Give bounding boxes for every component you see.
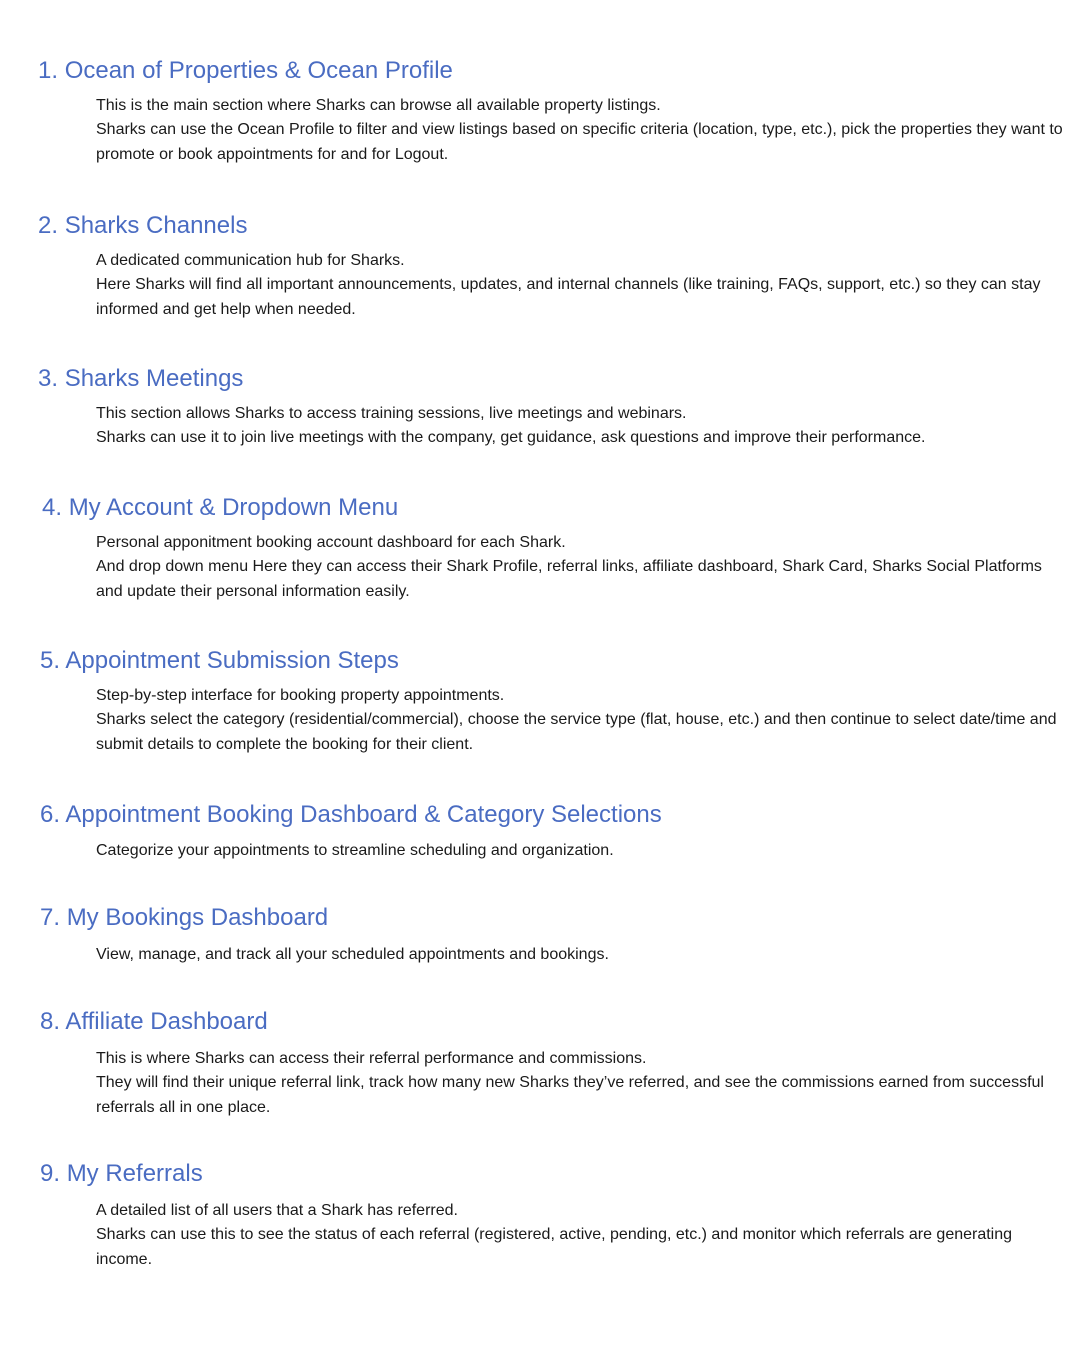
section-title-text: Appointment Booking Dashboard & Category Selections: [65, 801, 662, 828]
section-heading: [38, 56, 453, 86]
section-heading: [40, 646, 399, 676]
description-line: Here Sharks will find all important announcements, updates, and internal channels (like training, FAQs, support, etc.) so they can stay informed and get help when needed.: [96, 276, 1041, 318]
section-heading: [40, 1007, 268, 1037]
section-number: 7.: [40, 904, 61, 931]
section-description: [96, 1199, 1066, 1272]
description-line: Step-by-step interface for booking property appointments.: [96, 687, 505, 704]
section-description: [96, 943, 1066, 967]
section-heading: [38, 364, 243, 394]
description-line: And drop down menu Here they can access their Shark Profile, referral links, affiliate dashboard, Shark Card, Sharks Social Platforms and update their personal information easily.: [96, 558, 1042, 600]
description-line: This is where Sharks can access their referral performance and commissions.: [96, 1050, 647, 1067]
section-description: [96, 94, 1066, 167]
description-line: They will find their unique referral link, track how many new Sharks they’ve referred, and see the commissions earned from successful referrals all in one place.: [96, 1074, 1044, 1116]
section-number: 9.: [40, 1160, 61, 1187]
section-title-text: Sharks Meetings: [64, 365, 244, 392]
section-number: 3.: [38, 365, 59, 392]
description-line: A detailed list of all users that a Shark has referred.: [96, 1202, 458, 1219]
section-description: [96, 684, 1066, 757]
section-number: 4.: [42, 494, 63, 521]
section-title-text: My Bookings Dashboard: [66, 904, 329, 931]
section-title-text: My Account & Dropdown Menu: [68, 494, 399, 521]
description-line: Sharks can use it to join live meetings with the company, get guidance, ask questions and improve their performance.: [96, 429, 926, 447]
section-description: [96, 402, 1066, 451]
description-line: Sharks select the category (residential/commercial), choose the service type (flat, house, etc.) and then continue to select date/time and submit details to complete the booking for their client.: [96, 711, 1057, 753]
section-number: 6.: [40, 801, 61, 828]
description-line: A dedicated communication hub for Sharks.: [96, 252, 405, 269]
section-number: 5.: [40, 647, 61, 674]
description-line: Sharks can use the Ocean Profile to filter and view listings based on specific criteria (location, type, etc.), pick the properties they want to promote or book appointments for and for Logout.: [96, 121, 1063, 163]
description-line: This is the main section where Sharks can browse all available property listings.: [96, 97, 661, 114]
section-number: 2.: [38, 212, 59, 239]
section-heading: [40, 1159, 203, 1189]
section-description: [96, 839, 1066, 863]
section-title-text: My Referrals: [66, 1160, 203, 1187]
description-line: Sharks can use this to see the status of each referral (registered, active, pending, etc.) and monitor which referrals are generating income.: [96, 1226, 1013, 1268]
description-line: View, manage, and track all your scheduled appointments and bookings.: [96, 946, 609, 963]
section-number: 1.: [38, 57, 59, 84]
section-title-text: Appointment Submission Steps: [65, 647, 399, 674]
section-description: [96, 531, 1066, 604]
description-line: Categorize your appointments to streamline scheduling and organization.: [96, 842, 614, 859]
section-heading: [38, 211, 247, 241]
section-description: [96, 249, 1066, 322]
section-title-text: Sharks Channels: [64, 212, 248, 239]
section-number: 8.: [40, 1008, 61, 1035]
description-line: This section allows Sharks to access training sessions, live meetings and webinars.: [96, 405, 687, 422]
section-heading: [42, 493, 398, 523]
description-line: Personal apponitment booking account dashboard for each Shark.: [96, 534, 566, 551]
section-description: [96, 1047, 1066, 1120]
section-title-text: Ocean of Properties & Ocean Profile: [64, 57, 453, 84]
section-heading: [40, 903, 328, 933]
section-title-text: Affiliate Dashboard: [65, 1008, 268, 1035]
section-heading: [40, 800, 662, 830]
